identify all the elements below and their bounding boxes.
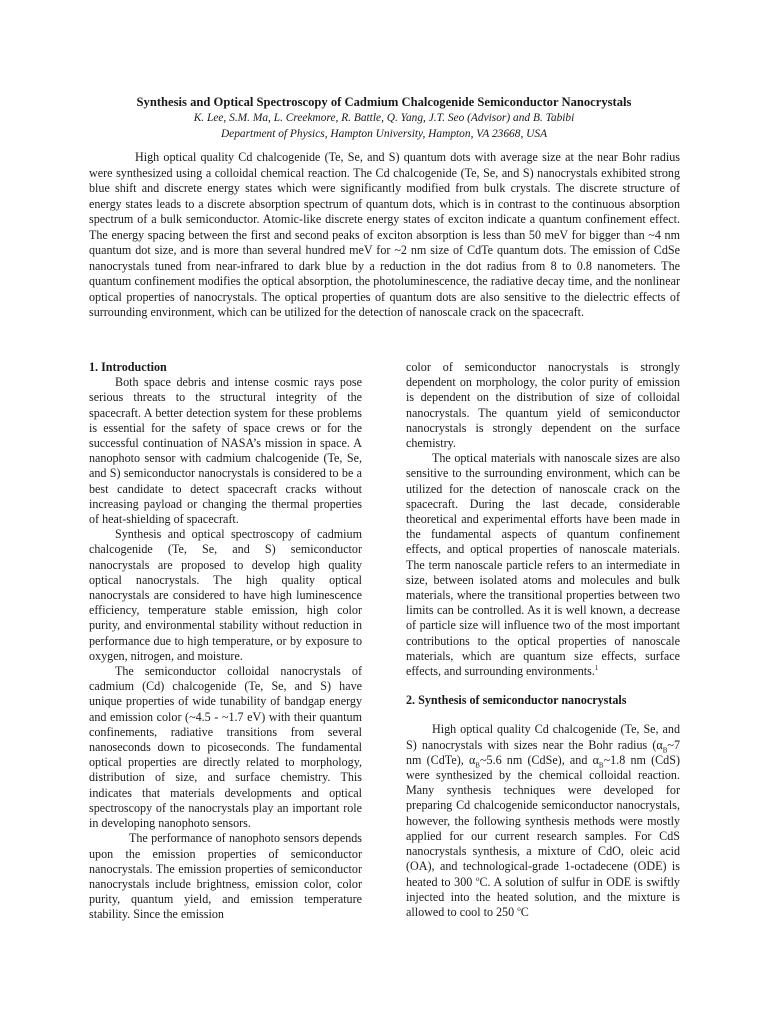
intro-paragraph-5-text: The optical materials with nanoscale sizes are also sensitive to the surrounding environment, which can be utilized for the detection of nanoscale crack on the spacecraft. During the last decade, considerable theoretical and experimental efforts have been made in the fundamental aspects of quantum confinement effects, and optical properties of nanoscale materials. The term nanoscale particle refers to an intermediate in size, between isolated atoms and molecules and bulk materials, where the transitional properties between two limits can be controlled. As it is well known, a decrease of particle size will influence two of the most important contributions to the optical properties of nanoscale materials, which are quantum size effects, surface effects, and surrounding environments. (406, 451, 680, 679)
degree-symbol: o (475, 874, 480, 883)
subscript: B (475, 761, 480, 770)
alpha-symbol: α (656, 737, 663, 752)
subscript: B (662, 746, 668, 755)
reference-marker: 1 (594, 664, 599, 673)
subscript: B (598, 761, 604, 770)
synthesis-text: ~1.8 nm (CdS) were synthesized by the chemical colloidal reaction. Many synthesis techniques were developed for preparing Cd chalcogenide semiconductor nanocrystals, however, the following synthesis methods were mostly applied for our current research samples. For CdS nanocrystals synthesis, a mixture of CdO, oleic acid (OA), and technological-grade 1-octadecene (ODE) is heated to 300 (406, 752, 680, 889)
intro-paragraph-1: Both space debris and intense cosmic rays pose serious threats to the structural integrity of the spacecraft. A better detection system for these problems is essential for the safety of space crews or for the successful continuation of NASA’s mission in space. A nanophoto sensor with cadmium chalcogenide (Te, Se, and S) semiconductor nanocrystals is considered to be a best candidate to detect spacecraft cracks without increasing payload or changing the thermal properties of heat-shielding of spacecraft. (89, 375, 362, 527)
affiliation: Department of Physics, Hampton University, Hampton, VA 23668, USA (220, 128, 548, 140)
intro-paragraph-5 (406, 451, 680, 679)
author-list: K. Lee, S.M. Ma, L. Creekmore, R. Battle, Q. Yang, J.T. Seo (Advisor) and B. Tabibi (193, 112, 575, 124)
intro-paragraph-3: The semiconductor colloidal nanocrystals of cadmium (Cd) chalcogenide (Te, Se, and S) have unique properties of wide tunability of bandgap energy and emission color (~4.5 - ~1.7 eV) with their quantum confinements, radiative transitions from several nanoseconds down to picoseconds. The fundamental optical properties are directly related to morphology, distribution of size, and surface chemistry. This indicates that materials developments and optical spectroscopy of the nanocrystals play an important role in developing nanophoto sensors. (89, 664, 362, 831)
synthesis-text: C. A solution of sulfur in ODE is swiftly injected into the heated solution, and the mixture is allowed to cool to 250 (406, 874, 680, 919)
degree-symbol: o (517, 904, 521, 913)
section-heading-synthesis: 2. Synthesis of semiconductor nanocrystals (406, 693, 627, 708)
abstract-text: High optical quality Cd chalcogenide (Te, Se, and S) quantum dots with average size at the near Bohr radius were synthesized using a colloidal chemical reaction. The Cd chalcogenide (Te, Se, and S) nanocrystals exhibited strong blue shift and discrete energy states which were significantly modified from bulk crystals. The discrete structure of energy states leads to a discrete absorption spectrum of quantum dots, which is in contrast to the continuous absorption spectrum of a bulk semiconductor. Atomic-like discrete energy states of exciton indicate a quantum confinement effect. The energy spacing between the first and second peaks of exciton absorption is less than 50 meV for bigger than ~4 nm quantum dot size, and is more than several hundred meV for ~2 nm size of CdTe quantum dots. The emission of CdSe nanocrystals tuned from near-infrared to dark blue by a reduction in the dot radius from 8 to 0.8 nanometers. The quantum confinement modifies the optical absorption, the photoluminescence, the radiative decay time, and the nonlinear optical properties of nanocrystals. The optical properties of quantum dots are also sensitive to the dielectric effects of surrounding environment, which can be utilized for the detection of nanoscale crack on the spacecraft. (89, 150, 680, 319)
alpha-symbol: α (468, 752, 476, 767)
alpha-symbol: α (592, 752, 599, 767)
abstract (89, 150, 680, 321)
right-column (406, 360, 680, 920)
intro-paragraph-2: Synthesis and optical spectroscopy of cadmium chalcogenide (Te, Se, and S) semiconductor nanocrystals are proposed to develop high quality optical nanocrystals. The high quality optical nanocrystals are considered to have high luminescence efficiency, temperature stable emission, high color purity, and environmental stability without reduction in performance due to high temperature, or by exposure to oxygen, nitrogen, and moisture. (89, 527, 362, 663)
synthesis-text: High optical quality Cd chalcogenide (Te, Se, and S) nanocrystals with sizes near the Bohr radius ( (406, 722, 680, 752)
intro-paragraph-4-continued: color of semiconductor nanocrystals is strongly dependent on morphology, the color purity of emission is dependent on the distribution of size of colloidal nanocrystals. The quantum yield of semiconductor nanocrystals is strongly dependent on the surface chemistry. (406, 360, 680, 451)
paper-title: Synthesis and Optical Spectroscopy of Cadmium Chalcogenide Semiconductor Nanocrystals (136, 95, 632, 109)
section-heading-introduction: 1. Introduction (89, 360, 167, 374)
synthesis-text: ~7 nm (CdTe), (406, 737, 680, 767)
section-gap (406, 679, 680, 693)
left-column (89, 360, 362, 923)
synthesis-paragraph-1 (406, 722, 680, 920)
synthesis-text: C (520, 904, 529, 919)
section-gap (406, 708, 680, 722)
synthesis-text: ~5.6 nm (CdSe), and (479, 752, 593, 767)
intro-paragraph-4: The performance of nanophoto sensors depends upon the emission properties of semiconductor nanocrystals. The emission properties of semiconductor nanocrystals include brightness, emission color, color purity, quantum yield, and emission temperature stability. Since the emission (89, 831, 362, 922)
paper-header (0, 94, 768, 142)
